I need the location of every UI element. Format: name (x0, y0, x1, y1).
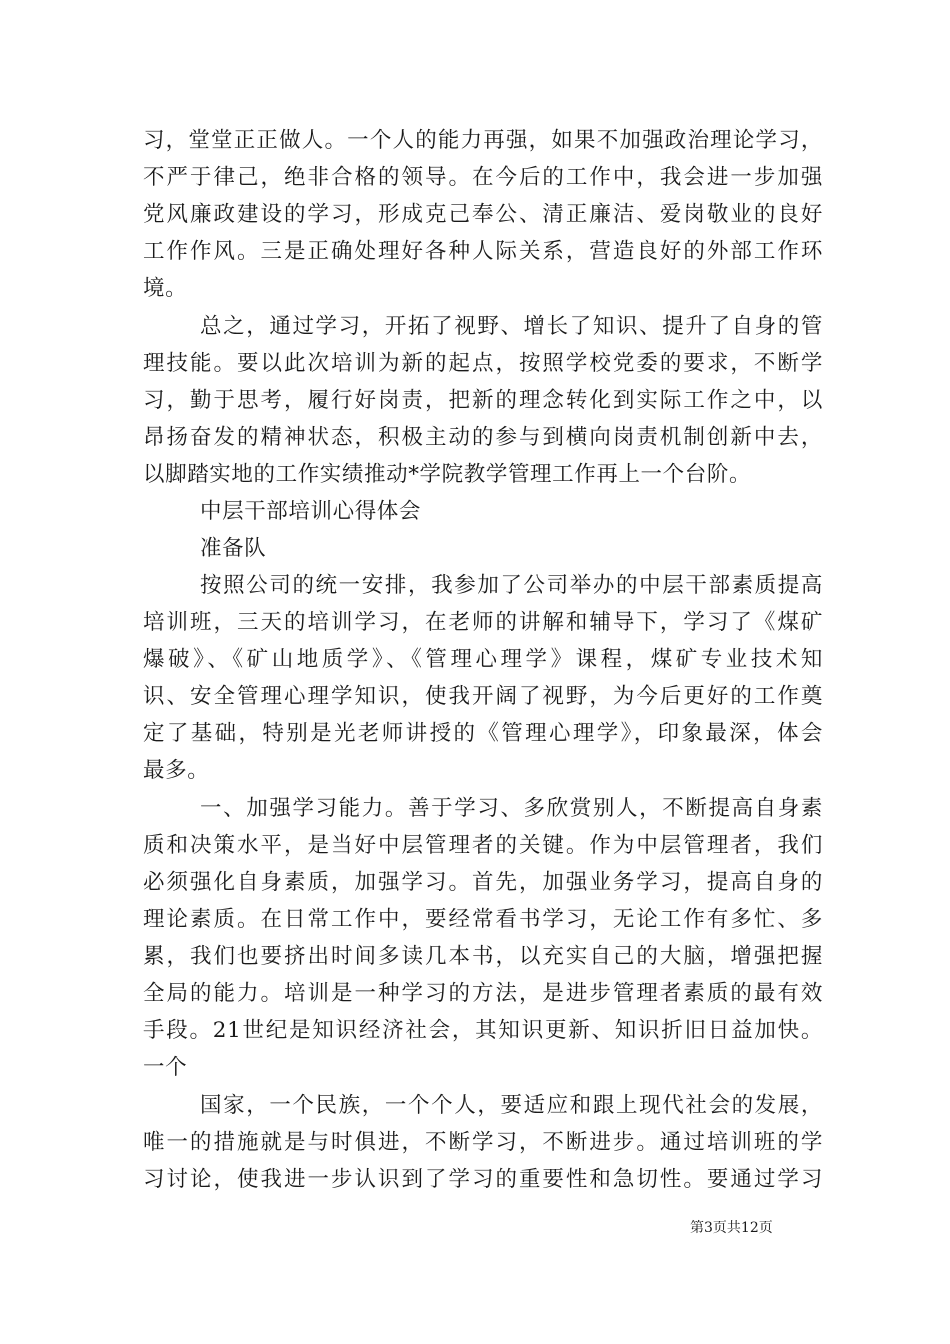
text-line: 唯一的措施就是与时俱进，不断学习，不断进步。通过培训班的学 (143, 1130, 823, 1155)
text-line: 习讨论，使我进一步认识到了学习的重要性和急切性。要通过学习 (143, 1167, 823, 1192)
text-line: 以脚踏实地的工作实绩推动*学院教学管理工作再上一个台阶。 (143, 462, 752, 487)
text-line: 识、安全管理心理学知识，使我开阔了视野，为今后更好的工作奠 (143, 684, 823, 709)
text-line: 手段。21世纪是知识经济社会，其知识更新、知识折旧日益加快。 (143, 1018, 823, 1043)
text-line: 理论素质。在日常工作中，要经常看书学习，无论工作有多忙、多 (143, 907, 823, 932)
text-line: 境。 (143, 276, 188, 301)
section-title: 中层干部培训心得体会 (200, 499, 422, 524)
text-line: 昂扬奋发的精神状态，积极主动的参与到横向岗责机制创新中去， (143, 425, 823, 450)
text-line: 党风廉政建设的学习，形成克己奉公、清正廉洁、爱岗敬业的良好 (143, 202, 823, 227)
text-line: 不严于律己，绝非合格的领导。在今后的工作中，我会进一步加强 (143, 165, 823, 190)
text-line: 累，我们也要挤出时间多读几本书，以充实自己的大脑，增强把握 (143, 944, 823, 969)
text-line: 培训班，三天的培训学习，在老师的讲解和辅导下，学习了《煤矿 (143, 610, 823, 635)
text-line: 定了基础，特别是光老师讲授的《管理心理学》，印象最深，体会 (143, 721, 823, 746)
page-number-footer: 第3页共12页 (690, 1220, 773, 1236)
text-line: 理技能。要以此次培训为新的起点，按照学校党委的要求，不断学 (143, 351, 823, 376)
text-line: 爆破》、《矿山地质学》、《管理心理学》课程，煤矿专业技术知 (143, 647, 823, 672)
text-line: 质和决策水平，是当好中层管理者的关键。作为中层管理者，我们 (143, 833, 823, 858)
text-line: 习，堂堂正正做人。一个人的能力再强，如果不加强政治理论学习， (143, 128, 823, 153)
paragraph-first-line: 总之，通过学习，开拓了视野、增长了知识、提升了自身的管 (200, 314, 823, 339)
paragraph-first-line: 按照公司的统一安排，我参加了公司举办的中层干部素质提高 (200, 573, 823, 598)
text-line: 全局的能力。培训是一种学习的方法，是进步管理者素质的最有效 (143, 981, 823, 1006)
author-line: 准备队 (200, 536, 267, 561)
text-line: 必须强化自身素质，加强学习。首先，加强业务学习，提高自身的 (143, 870, 823, 895)
text-line: 最多。 (143, 758, 210, 783)
text-line: 一个 (143, 1055, 188, 1080)
text-line: 工作作风。三是正确处理好各种人际关系，营造良好的外部工作环 (143, 239, 823, 264)
text-line: 习，勤于思考，履行好岗责，把新的理念转化到实际工作之中，以 (143, 388, 823, 413)
paragraph-first-line: 国家，一个民族，一个个人，要适应和跟上现代社会的发展， (200, 1093, 823, 1118)
paragraph-first-line: 一、加强学习能力。善于学习、多欣赏别人，不断提高自身素 (200, 796, 823, 821)
